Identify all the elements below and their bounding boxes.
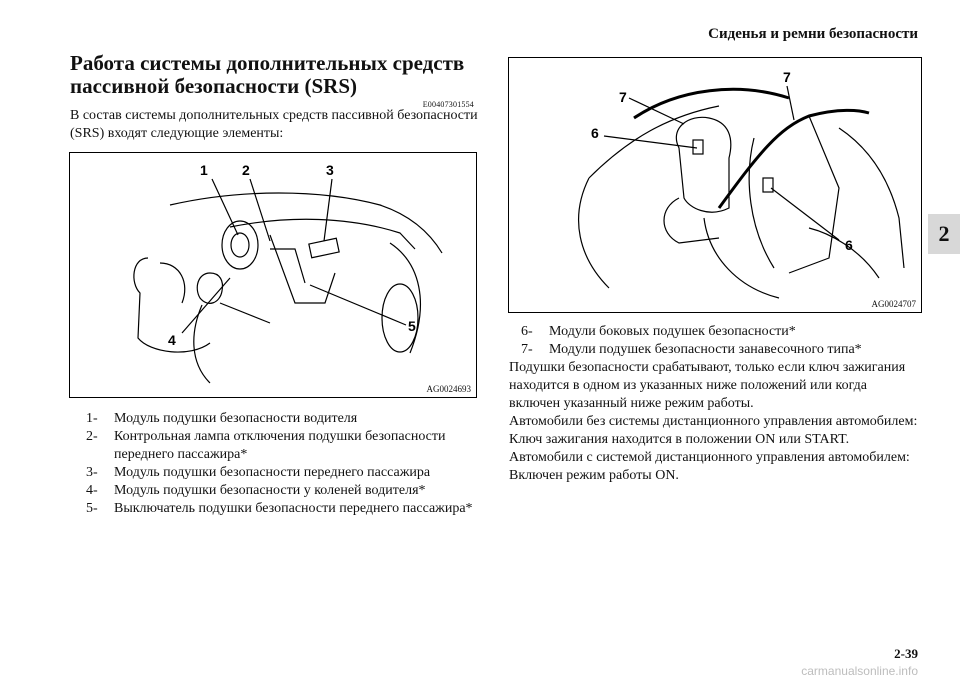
list-item-text: Модуль подушки безопасности водителя [114, 411, 358, 426]
callout-3: 3 [326, 162, 334, 178]
list-item [521, 323, 921, 341]
list-item-number: 3- [86, 465, 98, 480]
list-item-number: 7- [521, 342, 533, 357]
callout-2: 2 [242, 162, 250, 178]
callout-6-seat: 6 [591, 125, 599, 141]
paragraph: Автомобили с системой дистанционного управления автомобилем: Включен режим работы ON. [509, 450, 910, 483]
list-item-number: 4- [86, 483, 98, 498]
dashboard-airbag-figure [69, 152, 477, 398]
list-item [86, 428, 486, 464]
list-item [521, 341, 921, 359]
callout-5: 5 [408, 318, 416, 334]
list-item-text: Выключатель подушки безопасности переднего пассажира* [114, 501, 473, 516]
section-title: Работа системы дополнительных средств пассивной безопасности (SRS) [70, 51, 465, 98]
callout-7-front: 7 [619, 89, 627, 105]
list-item-text: Модуль подушки безопасности у коленей водителя* [114, 483, 426, 498]
callout-6-door: 6 [845, 237, 853, 253]
figure2-code: AG0024707 [871, 299, 916, 309]
list-item-number: 1- [86, 411, 98, 426]
dashboard-illustration [70, 153, 476, 397]
component-list-2 [521, 323, 921, 359]
section-code: E00407301554 [422, 100, 474, 109]
list-item-number: 2- [86, 429, 98, 444]
paragraph: Подушки безопасности срабатывают, только если ключ зажигания находится в одном из указанных ниже положений или когда включен указанный ниже режим работы. [509, 360, 906, 411]
figure1-code: AG0024693 [426, 384, 471, 394]
watermark: carmanualsonline.info [801, 664, 918, 678]
list-item-text: Модули подушек безопасности занавесочного типа* [549, 342, 862, 357]
list-item [86, 500, 486, 518]
chapter-tab[interactable]: 2 [928, 214, 960, 254]
list-item [86, 410, 486, 428]
list-item-number: 5- [86, 501, 98, 516]
list-item-text: Контрольная лампа отключения подушки безопасности переднего пассажира* [114, 429, 446, 462]
list-item-text: Модуль подушки безопасности переднего пассажира [114, 465, 431, 480]
intro-text: В состав системы дополнительных средств пассивной безопасности (SRS) входят следующие элементы: [70, 108, 478, 141]
cabin-illustration [509, 58, 921, 312]
list-item [86, 482, 486, 500]
list-item [86, 464, 486, 482]
component-list-1 [86, 410, 486, 518]
callout-1: 1 [200, 162, 208, 178]
paragraph: Автомобили без системы дистанционного управления автомобилем: Ключ зажигания находится в положении ON или START. [509, 414, 918, 447]
activation-conditions [509, 359, 921, 485]
list-item-number: 6- [521, 324, 533, 339]
page-number: 2-39 [894, 646, 918, 661]
running-header: Сиденья и ремни безопасности [708, 26, 918, 42]
list-item-text: Модули боковых подушек безопасности* [549, 324, 796, 339]
callout-7-rear: 7 [783, 69, 791, 85]
cabin-airbag-figure [508, 57, 922, 313]
callout-4: 4 [168, 332, 176, 348]
